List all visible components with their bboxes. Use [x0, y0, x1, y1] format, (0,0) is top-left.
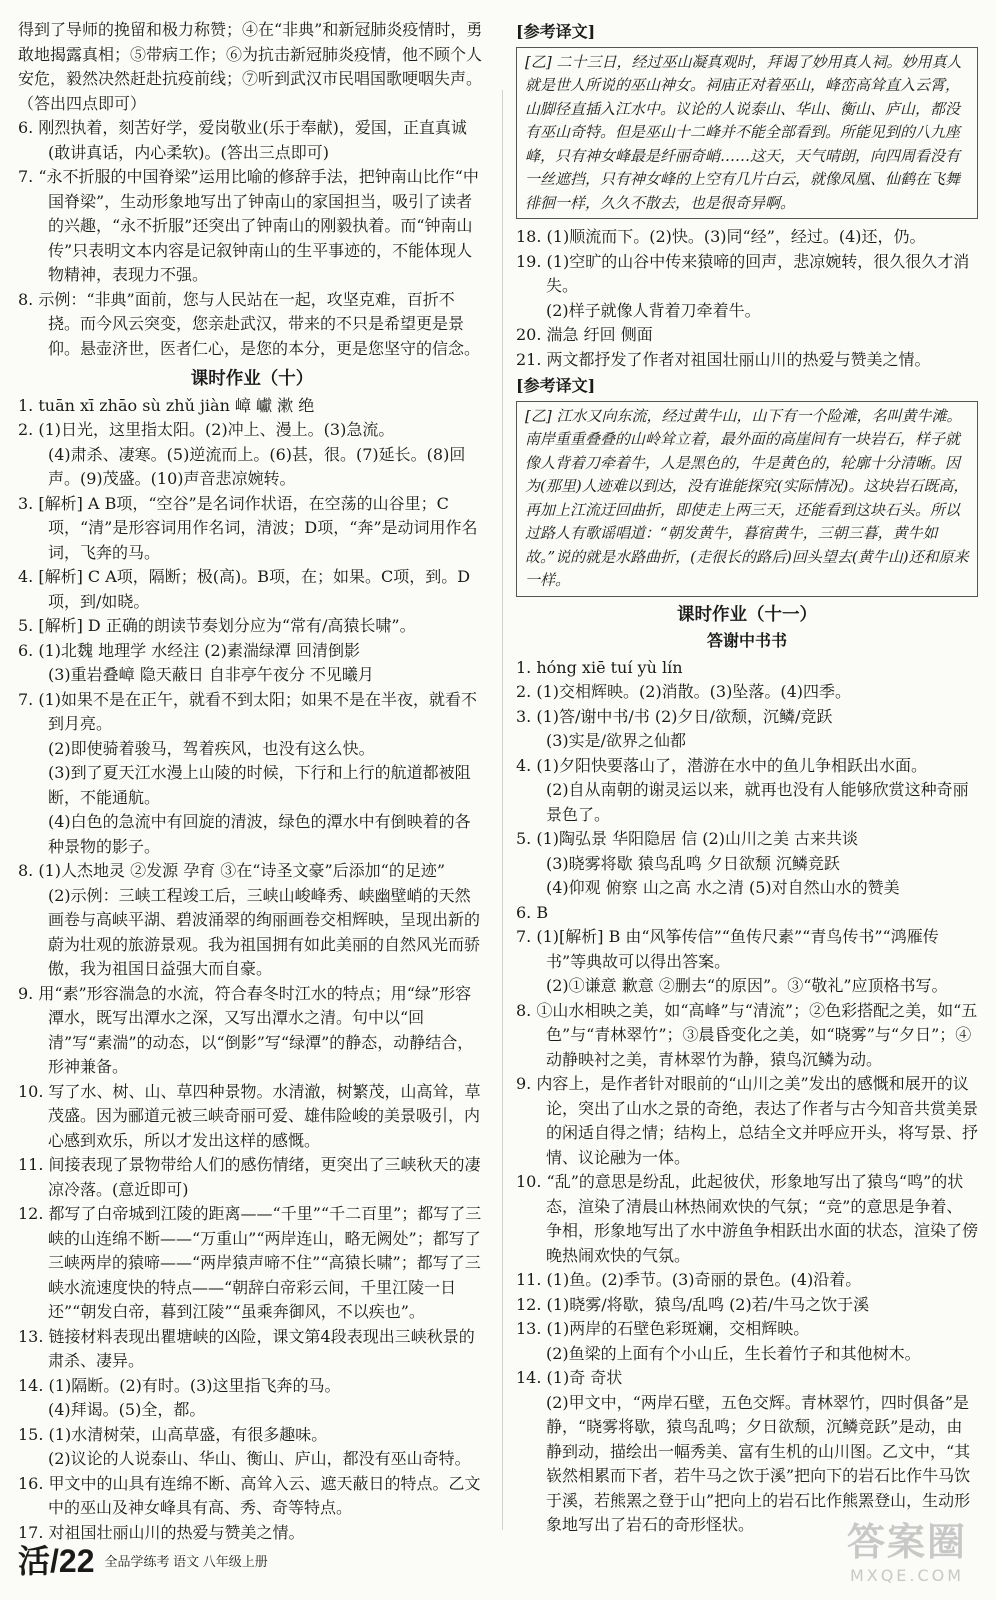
page-number: 活/22	[18, 1543, 95, 1579]
answer-item: 7. (1)如果不是在正午，就看不到太阳；如果不是在半夜，就看不到月亮。	[18, 689, 478, 733]
reference-translation: [乙] 江水又向东流，经过黄牛山，山下有一个险滩，名叫黄牛滩。南岸重重叠叠的山岭耸立着，最外面的高崖间有一块岩石，样子就像人背着刀牵着牛，人是黑色的，牛是黄色的，轮廓十分清晰。因为(那里)人迹难以到达，没有谁能探究(实际情况)。这块岩石既高，再加上江流迂回曲折，即使走上两三天，还能看到这块石头。所以过路人有歌谣唱道：“朝发黄牛，暮宿黄牛，三朝三暮，黄牛如故。”说的就是水路曲折，(走很长的路后)回头望去(黄牛山)还和原来一样。	[516, 401, 978, 597]
column-divider	[502, 90, 503, 1530]
answer-subitem: (2)示例：三峡工程竣工后，三峡山峻峰秀、峡幽壁峭的天然画卷与高峡平湖、碧波涌翠的绚丽画卷交相辉映，呈现出新的蔚为壮观的旅游景观。我为祖国拥有如此美丽的自然风光而骄傲，我为祖国日益强大而自豪。	[48, 885, 481, 978]
answer-subitem: (4)拜谒。(5)全，都。	[48, 1400, 206, 1419]
section-subheading: 答谢中书书	[706, 631, 787, 650]
answer-subitem: (4)白色的急流中有回旋的清波，绿色的潭水中有倒映着的各种景物的影子。	[48, 812, 471, 856]
answer-subitem: (2)①谦意 歉意 ②删去“的原因”。③“敬礼”应顶格书写。	[546, 976, 948, 995]
answer-item: 10. “乱”的意思是纷乱，此起彼伏，形象地写出了猿鸟“鸣”的状态，渲染了清晨山林热闹欢快的气氛；“竞”的意思是争着、争相，形象地写出了水中游鱼争相跃出水面的状态，渲染了傍晚热闹欢快的气氛。	[516, 1172, 979, 1265]
section-heading: 课时作业（十）	[190, 369, 314, 389]
answer-item: 16. 甲文中的山具有连绵不断、高耸入云、遮天蔽日的特点。乙文中的巫山及神女峰具有高、秀、奇等特点。	[18, 1473, 481, 1517]
answer-subitem: (4)肃杀、凄寒。(5)逆流而上。(6)甚，很。(7)延长。(8)回声。(9)茂盛。(10)声音悲凉婉转。	[48, 444, 466, 488]
answer-item: 2. (1)日光，这里指太阳。(2)冲上、漫上。(3)急流。	[18, 420, 395, 439]
answer-item: 4. (1)夕阳快要落山了，潜游在水中的鱼儿争相跃出水面。	[516, 755, 928, 775]
answer-subitem: (3)到了夏天江水漫上山陵的时候，下行和上行的航道都被阻断，不能通航。	[48, 763, 471, 807]
answer-item: 14. (1)隔断。(2)有时。(3)这里指飞奔的马。	[18, 1375, 341, 1395]
answer-item: 8. 示例：“非典”面前，您与人民站在一起，攻坚克难，百折不挠。而今风云突变，您亲赴武汉，带来的不只是希望更是景仰。悬壶济世，医者仁心，是您的本分，更是您坚守的信念。	[18, 289, 481, 358]
watermark-url: MXQE.COM	[849, 1566, 965, 1585]
answer-subitem: (2)即使骑着骏马，驾着疾风，也没有这么快。	[48, 738, 375, 758]
answer-subitem: (3)实是/欲界之仙都	[546, 731, 687, 750]
answer-item: 4. [解析] C A项，隔断；极(高)。B项，在；如果。C项，到。D项，到/如晓。	[18, 567, 471, 611]
answer-subitem: (2)议论的人说泰山、华山、衡山、庐山，都没有巫山奇特。	[48, 1449, 471, 1468]
answer-item: 19. (1)空旷的山谷中传来猿啼的回声，悲凉婉转，很久很久才消失。	[516, 251, 970, 295]
answer-item: 11. 间接表现了景物带给人们的感伤情绪，更突出了三峡秋天的凄凉冷落。(意近即可)	[18, 1155, 481, 1199]
reference-title: [参考译文]	[516, 376, 596, 395]
answer-continuation: 得到了导师的挽留和极力称赞；④在“非典”和新冠肺炎疫情时，勇敢地揭露真相；⑤带病工作；⑥为抗击新冠肺炎疫情，他不顾个人安危，毅然决然赶赴抗疫前线；⑦听到武汉市民唱国歌哽咽失声。（答出四点即可）	[18, 20, 483, 113]
answer-item: 18. (1)顺流而下。(2)快。(3)同“经”，经过。(4)还，仍。	[516, 227, 926, 246]
page-footer	[18, 1542, 268, 1578]
answer-item: 1. hóng xiē tuí yù lín	[516, 657, 683, 677]
answer-subitem: (2)样子就像人背着刀牵着牛。	[546, 300, 761, 320]
answer-item: 9. 内容上，是作者针对眼前的“山川之美”发出的感慨和展开的议论，突出了山水之景的奇绝，表达了作者与古今知音共赏美景的闲适自得之情；结构上，总结全文并呼应开头，将写景、抒情、议论融为一体。	[516, 1074, 979, 1167]
answer-item: 21. 两文都抒发了作者对祖国壮丽山川的热爱与赞美之情。	[516, 349, 931, 369]
answer-item: 12. (1)晓雾/将歇，猿鸟/乱鸣 (2)若/牛马之饮于溪	[516, 1294, 870, 1314]
answer-subitem: (2)甲文中，“两岸石壁，五色交辉。青林翠竹，四时俱备”是静，“晓雾将歇，猿鸟乱鸣；夕日欲颓，沉鳞竞跃”是动，由静到动，描绘出一幅秀美、富有生机的山川图。乙文中，“其嵚然相累而下者，若牛马之饮于溪”把向下的岩石比作牛马饮于溪，若熊罴之登于山”把向上的岩石比作熊罴登山，生动形象地写出了岩石的奇形怪状。	[546, 1392, 971, 1534]
answer-item: 6. B	[516, 902, 549, 922]
answer-item: 10. 写了水、树、山、草四种景物。水清澈，树繁茂，山高耸，草茂盛。因为郦道元被三峡奇丽可爱、雄伟险峻的美景吸引，内心感到欢乐，所以才发出这样的感慨。	[18, 1081, 481, 1150]
answer-item: 5. (1)陶弘景 华阳隐居 信 (2)山川之美 古来共谈	[516, 829, 859, 848]
answer-item: 8. ①山水相映之美，如“高峰”与“清流”；②色彩搭配之美，如“五色”与“青林翠竹”；③晨昏变化之美，如“晓雾”与“夕日”；④动静映衬之美，青林翠竹为静，猿鸟沉鳞为动。	[516, 1000, 978, 1069]
answer-item: 11. (1)鱼。(2)季节。(3)奇丽的景色。(4)沿着。	[516, 1270, 862, 1289]
right-column	[516, 18, 978, 1538]
answer-subitem: (2)鱼梁的上面有个小山丘，生长着竹子和其他树木。	[546, 1343, 921, 1363]
answer-item: 3. [解析] A B项，“空谷”是名词作状语，在空荡的山谷里；C项，“清”是形容词用作名词，清波；D项，“奔”是动词用作名词，飞奔的马。	[18, 493, 478, 562]
answer-item: 3. (1)答/谢中书/书 (2)夕日/欲颓，沉鳞/竞跃	[516, 706, 833, 726]
watermark-logo-text: 答案圈	[846, 1520, 967, 1564]
reference-title: [参考译文]	[516, 22, 596, 41]
answer-item: 7. “永不折服的中国脊梁”运用比喻的修辞手法，把钟南山比作“中国脊梁”，生动形象地写出了钟南山的家国担当，吸引了读者的兴趣，“永不折服”还突出了钟南山的刚毅执着。而“钟南山传”只表明文本内容是记叙钟南山的生平事迹的，不能体现人物精神，表现力不强。	[18, 167, 479, 284]
left-column	[18, 18, 486, 1545]
answer-item: 8. (1)人杰地灵 ②发源 孕育 ③在“诗圣文豪”后添加“的足迹”	[18, 861, 445, 880]
answer-item: 20. 湍急 纡回 侧面	[516, 325, 653, 344]
answer-subitem: (2)自从南朝的谢灵运以来，就再也没有人能够欣赏这种奇丽景色了。	[546, 780, 969, 824]
answer-item: 12. 都写了白帝城到江陵的距离——“千里”“千二百里”；都写了三峡的山连绵不断——“万重山”“两岸连山，略无阙处”；都写了三峡两岸的猿啼——“两岸猿声啼不住”“高猿长啸”；都写了三峡水流速度快的特点——“朝辞白帝彩云间，千里江陵一日还”“朝发白帝，暮到江陵”“虽乘奔御风，不以疾也”。	[18, 1204, 482, 1321]
answer-item: 5. [解析] D 正确的朗读节奏划分应为“常有/高猿长啸”。	[18, 616, 416, 635]
answer-item: 13. (1)两岸的石壁色彩斑斓，交相辉映。	[516, 1319, 810, 1338]
section-heading: 课时作业（十一）	[677, 604, 817, 625]
answer-item: 14. (1)奇 奇状	[516, 1368, 623, 1387]
answer-subitem: (3)重岩叠嶂 隐天蔽日 自非亭午夜分 不见曦月	[48, 665, 374, 684]
answer-subitem: (4)仰观 俯察 山之高 水之清 (5)对自然山水的赞美	[546, 878, 900, 897]
reference-translation: [乙] 二十三日，经过巫山凝真观时，拜谒了妙用真人祠。妙用真人就是世人所说的巫山神女。祠庙正对着巫山，峰峦高耸直入云霄，山脚径直插入江水中。议论的人说泰山、华山、衡山、庐山，都没有巫山奇特。但是巫山十二峰并不能全部看到。所能见到的八九座峰，只有神女峰最是纤丽奇峭……这天，天气晴朗，向四周看没有一丝遮挡，只有神女峰的上空有几片白云，就像凤凰、仙鹤在飞舞徘徊一样，久久不散去，也是很奇异啊。	[516, 47, 978, 220]
watermark-logo	[832, 1520, 982, 1590]
answer-item: 17. 对祖国壮丽山川的热爱与赞美之情。	[18, 1522, 305, 1542]
answer-item: 6. (1)北魏 地理学 水经注 (2)素湍绿潭 回清倒影	[18, 640, 361, 660]
book-info: 全品学练考 语文 八年级上册	[104, 1553, 268, 1569]
answer-item: 6. 刚烈执着，刻苦好学，爱岗敬业(乐于奉献)，爱国，正直真诚(敢讲真话，内心柔软)。(答出三点即可)	[18, 118, 467, 162]
answer-item: 9. 用“素”形容湍急的水流，符合春冬时江水的特点；用“绿”形容潭水，既写出潭水之深，又写出潭水之清。句中以“回清”写“素湍”的动态，以“倒影”写“绿潭”的静态，动静结合，形神兼备。	[18, 983, 474, 1076]
answer-item: 7. (1)[解析] B 由“风筝传信”“鱼传尺素”“青鸟传书”“鸿雁传书”等典故可以得出答案。	[516, 927, 939, 971]
answer-item: 1. tuān xī zhāo sù zhǔ jiàn 嶂 巘 漱 绝	[18, 395, 315, 415]
answer-item: 2. (1)交相辉映。(2)消散。(3)坠落。(4)四季。	[516, 682, 852, 701]
answer-item: 13. 链接材料表现出瞿塘峡的凶险，课文第4段表现出三峡秋景的肃杀、凄异。	[18, 1326, 475, 1370]
answer-item: 15. (1)水清树荣，山高草盛，有很多趣味。	[18, 1424, 328, 1444]
answer-subitem: (3)晓雾将歇 猿鸟乱鸣 夕日欲颓 沉鳞竞跃	[546, 853, 840, 873]
